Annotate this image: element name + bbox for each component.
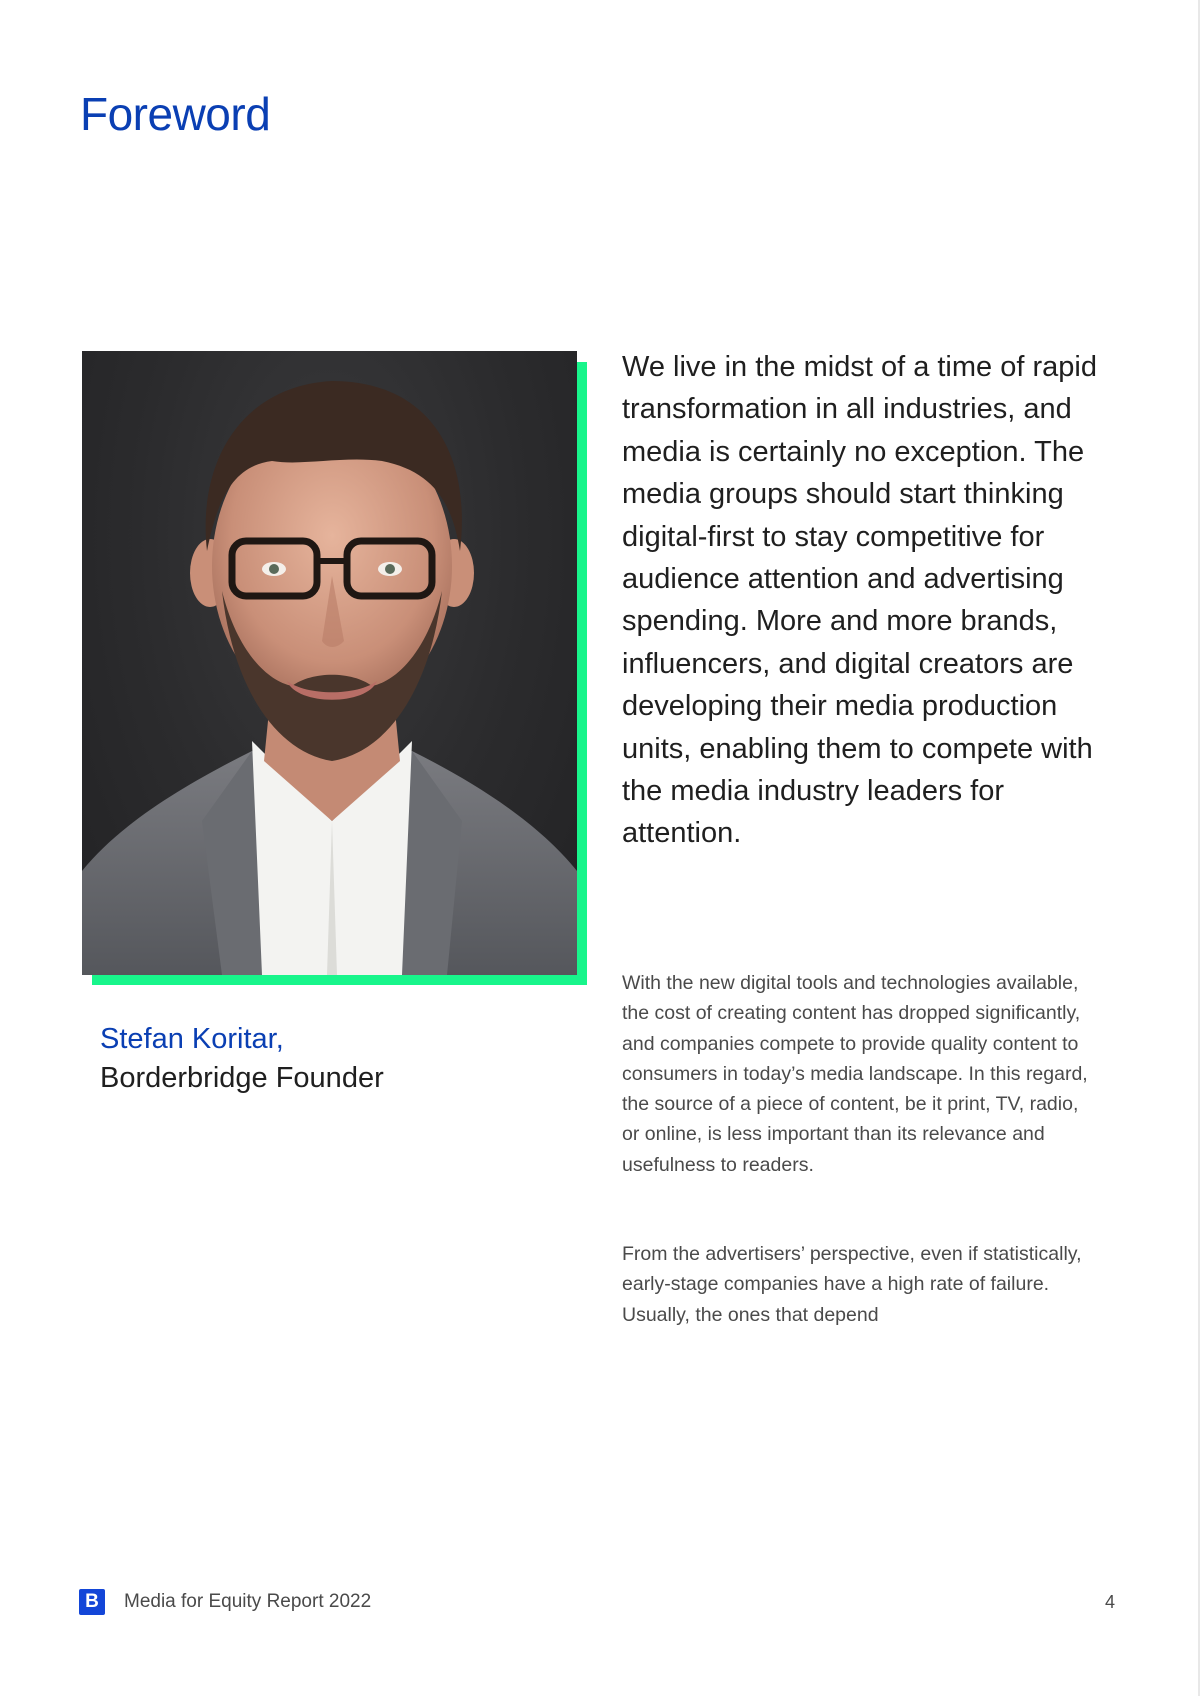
lead-paragraph: We live in the midst of a time of rapid transformation in all industries, and media is certainly no exception. The media groups should start thinking digital-first to stay competitive for audience attention and advertising spending. More and more brands, influencers, and digital creators are developing their media production units, enabling them to compete with the media industry leaders for attention. <box>622 351 1097 850</box>
logo-letter: B <box>85 1591 99 1612</box>
page-title: Foreword <box>80 88 271 140</box>
body-paragraph: From the advertisers’ perspective, even if statistically, early-stage companies have a high rate of failure. Usually, the ones that depend <box>622 1243 1082 1326</box>
page-number: 4 <box>1105 1592 1116 1612</box>
body-paragraph: With the new digital tools and technologies available, the cost of creating content has dropped significantly, and companies compete to provide quality content to consumers in today’s media landscape. In this regard, the source of a piece of content, be it print, TV, radio, or online, is less important than its relevance and usefulness to readers. <box>622 972 1088 1176</box>
borderbridge-logo-icon <box>79 1589 105 1615</box>
portrait-caption <box>100 1020 384 1098</box>
author-name: Stefan Koritar, <box>100 1023 284 1055</box>
author-role: Borderbridge Founder <box>100 1062 384 1094</box>
portrait-illustration <box>82 351 577 975</box>
portrait-photo <box>82 351 577 975</box>
footer-report-title: Media for Equity Report 2022 <box>124 1591 372 1612</box>
